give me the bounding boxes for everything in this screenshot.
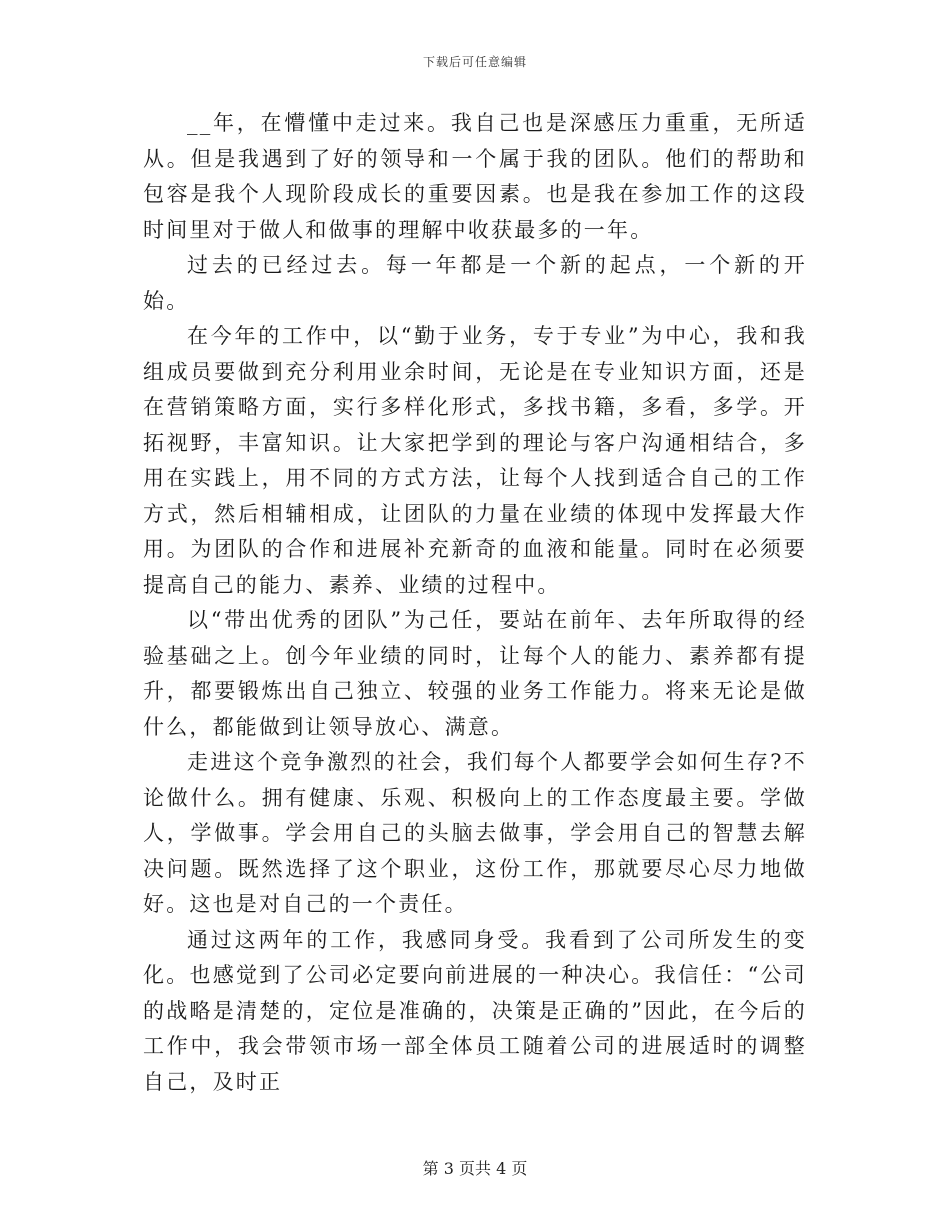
paragraph-6: 通过这两年的工作，我感同身受。我看到了公司所发生的变化。也感觉到了公司必定要向前进展的一种决心。我信任：“公司的战略是清楚的，定位是准确的，决策是正确的”因此，在今后的工作中，我会带领市场一部全体员工随着公司的进展适时的调整自己，及时正 xyxy=(143,927,807,1094)
paragraph-1: __年，在懵懂中走过来。我自己也是深感压力重重，无所适从。但是我遇到了好的领导和一个属于我的团队。他们的帮助和包容是我个人现阶段成长的重要因素。也是我在参加工作的这段时间里对于做人和做事的理解中收获最多的一年。 xyxy=(143,111,807,242)
header-note: 下载后可任意编辑 xyxy=(422,55,527,69)
document-body xyxy=(143,106,807,1100)
paragraph-4: 以“带出优秀的团队”为己任，要站在前年、去年所取得的经验基础之上。创今年业绩的同时，让每个人的能力、素养都有提升，都要锻炼出自己独立、较强的业务工作能力。将来无论是做什么，都能做到让领导放心、满意。 xyxy=(143,608,807,739)
paragraph-3: 在今年的工作中，以“勤于业务，专于专业”为中心，我和我组成员要做到充分利用业余时间，无论是在专业知识方面，还是在营销策略方面，实行多样化形式，多找书籍，多看，多学。开拓视野，丰富知识。让大家把学到的理论与客户沟通相结合，多用在实践上，用不同的方式方法，让每个人找到适合自己的工作方式，然后相辅相成，让团队的力量在业绩的体现中发挥最大作用。为团队的合作和进展补充新奇的血液和能量。同时在必须要提高自己的能力、素养、业绩的过程中。 xyxy=(143,324,807,597)
page-number-footer: 第 3 页共 4 页 xyxy=(422,1159,528,1178)
paragraph-2: 过去的已经过去。每一年都是一个新的起点，一个新的开始。 xyxy=(143,253,807,313)
paragraph-5: 走进这个竞争激烈的社会，我们每个人都要学会如何生存?不论做什么。拥有健康、乐观、积极向上的工作态度最主要。学做人，学做事。学会用自己的头脑去做事，学会用自己的智慧去解决问题。既然选择了这个职业，这份工作，那就要尽心尽力地做好。这也是对自己的一个责任。 xyxy=(143,750,807,916)
